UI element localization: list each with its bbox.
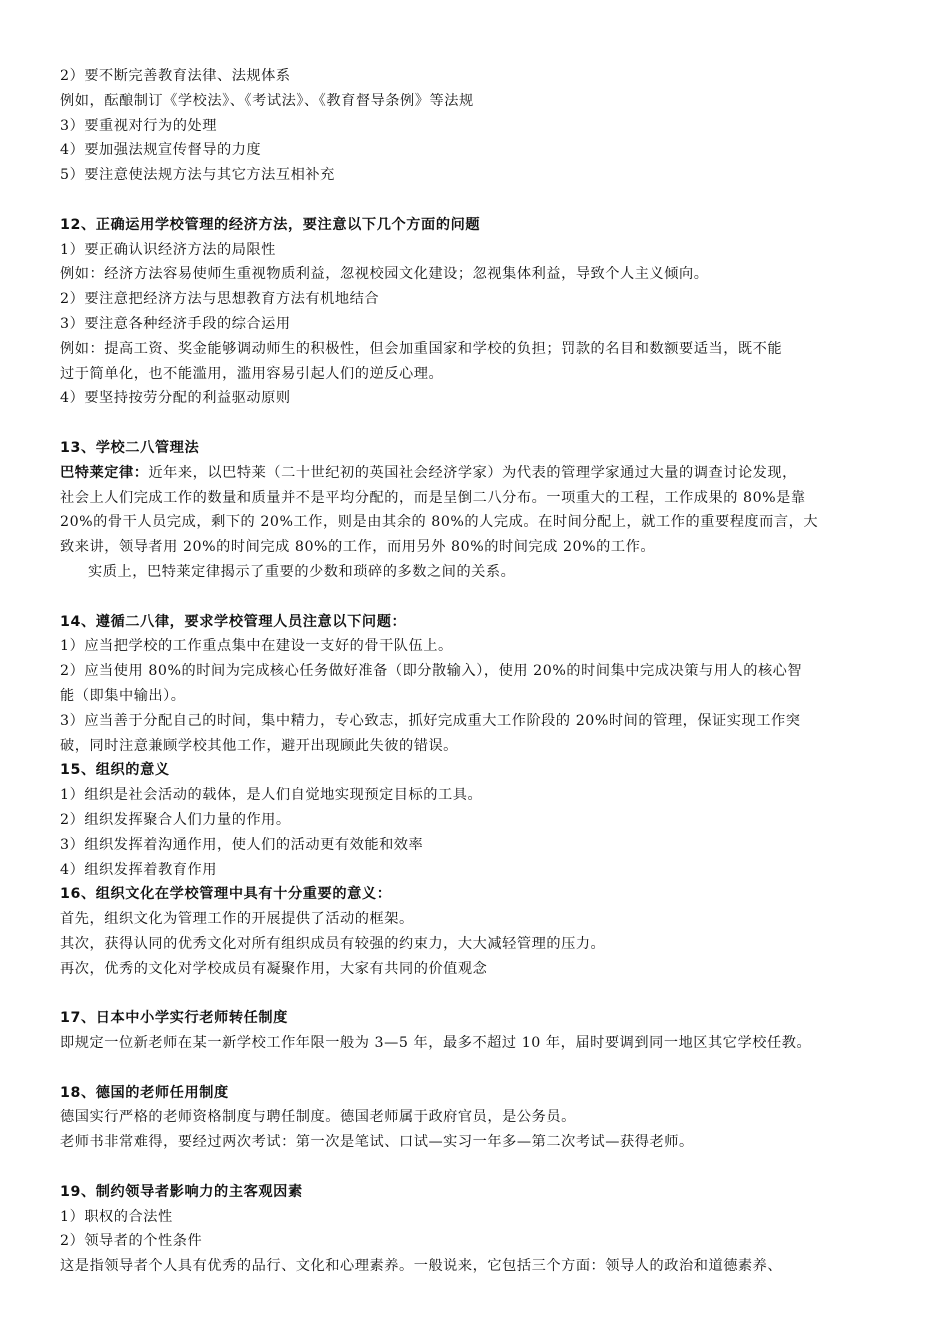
- paragraph-line: 这是指领导者个人具有优秀的品行、文化和心理素养。一般说来，它包括三个方面：领导人的政治和道德素养、: [60, 1258, 783, 1275]
- list-item: 3）要注意各种经济手段的综合运用: [60, 315, 291, 332]
- paragraph-line: 其次，获得认同的优秀文化对所有组织成员有较强的约束力，大大减轻管理的压力。: [60, 935, 606, 952]
- section-14: [60, 610, 892, 759]
- section-heading: 19、制约领导者影响力的主客观因素: [60, 1183, 303, 1200]
- spacer: [60, 1155, 892, 1180]
- paragraph-line: [60, 461, 892, 486]
- list-item: 2）领导者的个性条件: [60, 1233, 203, 1250]
- section-heading: 17、日本中小学实行老师转任制度: [60, 1010, 288, 1027]
- example-text: 过于简单化，也不能滥用，滥用容易引起人们的逆反心理。: [60, 365, 444, 382]
- paragraph-line: 德国实行严格的老师资格制度与聘任制度。德国老师属于政府官员，是公务员。: [60, 1109, 576, 1126]
- document-page: [60, 64, 892, 1279]
- list-item: 能（即集中输出）。: [60, 687, 186, 704]
- list-item: 4）要加强法规宣传督导的力度: [60, 142, 262, 159]
- example-text: 例如：提高工资、奖金能够调动师生的积极性，但会加重国家和学校的负担；罚款的名目和数额要适当，既不能: [60, 340, 783, 357]
- paragraph-line: 社会上人们完成工作的数量和质量并不是平均分配的，而是呈倒二八分布。一项重大的工程，工作成果的 80%是靠: [60, 489, 806, 506]
- section-heading: 18、德国的老师任用制度: [60, 1084, 229, 1101]
- section-heading: 16、组织文化在学校管理中具有十分重要的意义：: [60, 886, 392, 903]
- example-text: 例如：经济方法容易使师生重视物质利益，忽视校园文化建设；忽视集体利益，导致个人主义倾向。: [60, 266, 709, 283]
- spacer: [60, 981, 892, 1006]
- paragraph-line: 实质上，巴特莱定律揭示了重要的少数和琐碎的多数之间的关系。: [88, 563, 516, 580]
- paragraph-line: 老师书非常难得，要经过两次考试：第一次是笔试、口试—实习一年多—第二次考试—获得老师。: [60, 1134, 694, 1151]
- list-item: 1）组织是社会活动的载体，是人们自觉地实现预定目标的工具。: [60, 787, 483, 804]
- section-heading: 14、遵循二八律，要求学校管理人员注意以下问题：: [60, 613, 407, 630]
- section-15: [60, 758, 892, 882]
- section-16: [60, 882, 892, 981]
- section-18: [60, 1081, 892, 1155]
- list-item: 1）要正确认识经济方法的局限性: [60, 241, 276, 258]
- list-item: 2）要注意把经济方法与思想教育方法有机地结合: [60, 291, 380, 308]
- list-item: 5）要注意使法规方法与其它方法互相补充: [60, 167, 335, 184]
- list-item: 3）组织发挥着沟通作用，使人们的活动更有效能和效率: [60, 836, 424, 853]
- list-item: 3）应当善于分配自己的时间，集中精力，专心致志，抓好完成重大工作阶段的 20%时间的管理，保证实现工作突: [60, 712, 801, 729]
- paragraph-text: 近年来，以巴特莱（二十世纪初的英国社会经济学家）为代表的管理学家通过大量的调查讨论发现，: [148, 464, 797, 481]
- list-item: 4）组织发挥着教育作用: [60, 861, 217, 878]
- paragraph-line: 即规定一位新老师在某一新学校工作年限一般为 3—5 年，最多不超过 10 年，届时要调到同一地区其它学校任教。: [60, 1035, 812, 1052]
- list-item: 1）应当把学校的工作重点集中在建设一支好的骨干队伍上。: [60, 638, 453, 655]
- section-13: [60, 436, 892, 585]
- section-heading: 13、学校二八管理法: [60, 439, 200, 456]
- list-item: 3）要重视对行为的处理: [60, 117, 217, 134]
- paragraph-line: 致来讲，领导者用 20%的时间完成 80%的工作，而用另外 80%的时间完成 20%的工作。: [60, 539, 656, 556]
- spacer: [60, 188, 892, 213]
- list-item: 2）组织发挥聚合人们力量的作用。: [60, 811, 291, 828]
- spacer: [60, 1056, 892, 1081]
- list-item: 2）要不断完善教育法律、法规体系: [60, 68, 291, 84]
- section-19: [60, 1180, 892, 1279]
- list-item: 1）职权的合法性: [60, 1208, 173, 1225]
- section-17: [60, 1006, 892, 1056]
- spacer: [60, 585, 892, 610]
- section-heading: 12、正确运用学校管理的经济方法，要注意以下几个方面的问题: [60, 216, 481, 233]
- section-heading: 15、组织的意义: [60, 762, 170, 779]
- list-item: 4）要坚持按劳分配的利益驱动原则: [60, 390, 291, 407]
- example-text: 例如，酝酿制订《学校法》、《考试法》、《教育督导条例》等法规: [60, 92, 474, 109]
- section-12: [60, 213, 892, 411]
- paragraph-line: 首先，组织文化为管理工作的开展提供了活动的框架。: [60, 911, 414, 928]
- paragraph-line: 再次，优秀的文化对学校成员有凝聚作用，大家有共同的价值观念: [60, 960, 488, 977]
- paragraph-line: 20%的骨干人员完成，剩下的 20%工作，则是由其余的 80%的人完成。在时间分配上，就工作的重要程度而言，大: [60, 514, 819, 531]
- list-item: 破，同时注意兼顾学校其他工作，避开出现顾此失彼的错误。: [60, 737, 458, 754]
- section-11-continued: [60, 64, 892, 188]
- spacer: [60, 411, 892, 436]
- term-label: 巴特莱定律：: [60, 464, 149, 481]
- list-item: 2）应当使用 80%的时间为完成核心任务做好准备（即分散输入），使用 20%的时间集中完成决策与用人的核心智: [60, 663, 803, 680]
